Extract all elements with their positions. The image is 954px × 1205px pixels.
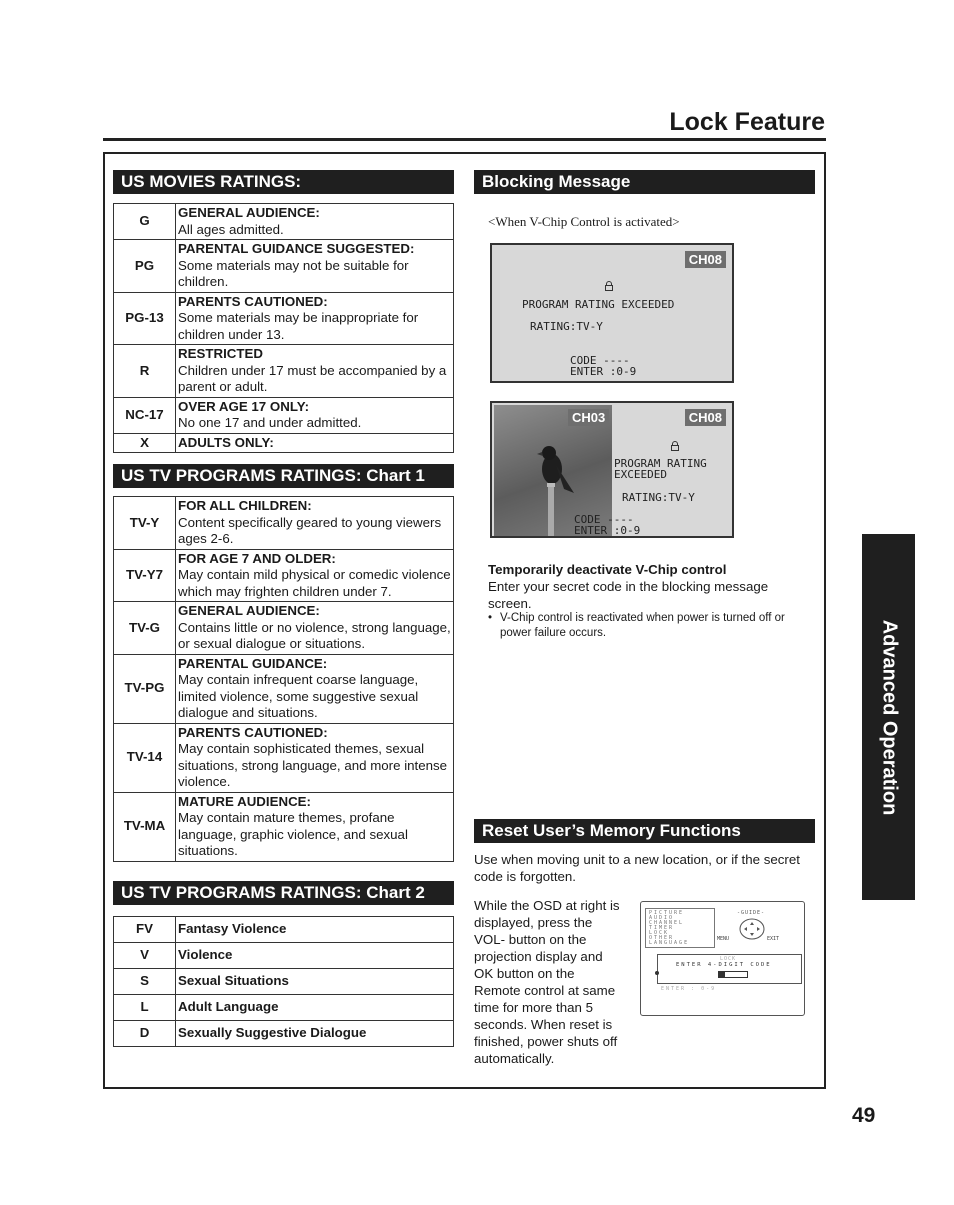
tv2-table [113,916,454,1047]
pip-channel-badge: CH03 [568,409,609,426]
rating-code: V [114,943,176,969]
osd-menu-box [645,908,715,948]
osd-code: CODE ---- [574,513,634,526]
table-row [114,943,454,969]
rating-code: TV-Y7 [114,549,176,602]
rating-code: TV-Y [114,497,176,550]
osd-exit-label: EXIT [767,936,780,942]
table-row [114,654,454,723]
reset-intro: Use when moving unit to a new location, or if the secret code is forgotten. [474,852,800,884]
reset-osd [640,901,805,1016]
osd-message-2: EXCEEDED [614,468,667,481]
rating-description-cell [176,792,454,861]
osd-menu-label: MENU [717,936,730,942]
table-row [114,497,454,550]
rating-description-cell [176,204,454,240]
rating-label: Violence [176,943,454,969]
rating-label: Fantasy Violence [176,917,454,943]
table-row [114,549,454,602]
osd-guide: -GUIDE- [737,910,766,916]
osd-enter: ENTER :0-9 [574,524,641,537]
table-row [114,433,454,453]
osd-message: PROGRAM RATING EXCEEDED [522,298,675,311]
rating-code: TV-G [114,602,176,655]
page-title: Lock Feature [669,108,825,136]
deactivate-text: Enter your secret code in the blocking message screen. [488,579,769,611]
table-row [114,397,454,433]
rating-title: MATURE AUDIENCE: [178,793,311,809]
table-row [114,1021,454,1047]
table-row [114,602,454,655]
title-divider [103,138,826,141]
rating-description: May contain mild physical or comedic violence which may frighten children under 7. [178,567,451,599]
table-row [114,204,454,240]
rating-description-cell [176,240,454,293]
osd-rating: RATING:TV-Y [622,491,695,504]
rating-description-cell [176,723,454,792]
osd-code-field [718,971,748,978]
osd-enter: ENTER : 0-9 [661,986,717,992]
rating-title: GENERAL AUDIENCE: [178,205,320,220]
rating-code: D [114,1021,176,1047]
rating-label: Adult Language [176,995,454,1021]
bullet-marker: • [488,612,493,624]
rating-description: No one 17 and under admitted. [178,415,362,430]
table-row [114,240,454,293]
rating-code: FV [114,917,176,943]
osd-rating: RATING:TV-Y [530,320,603,333]
table-row [114,969,454,995]
deactivate-title: Temporarily deactivate V-Chip control [488,562,727,577]
osd-lock-label: LOCK [720,956,737,962]
rating-label: Sexually Suggestive Dialogue [176,1021,454,1047]
rating-description: May contain mature themes, profane language, graphic violence, and sexual situations. [178,810,408,858]
rating-description: May contain infrequent coarse language, limited violence, some suggestive sexual dialogue and situations. [178,672,419,720]
rating-title: GENERAL AUDIENCE: [178,603,320,618]
osd-enter: ENTER :0-9 [570,365,637,378]
table-row [114,723,454,792]
table-row [114,792,454,861]
reactivation-note: V-Chip control is reactivated when power is turned off or power failure occurs. [500,612,785,639]
pip-blocking-screen [490,401,734,538]
rating-code: R [114,345,176,398]
rating-description-cell [176,602,454,655]
rating-title: PARENTAL GUIDANCE: [178,655,328,671]
rating-code: TV-14 [114,723,176,792]
tv1-table [113,496,454,862]
movies-header: US MOVIES RATINGS: [113,170,454,194]
rating-description: Some materials may be inappropriate for children under 13. [178,310,419,342]
rating-description-cell [176,345,454,398]
vchip-note: <When V-Chip Control is activated> [488,214,680,229]
rating-description: All ages admitted. [178,221,284,237]
blocking-screen [490,243,734,383]
rating-code: G [114,204,176,240]
rating-label: Sexual Situations [176,969,454,995]
rating-title: ADULTS ONLY: [178,434,274,450]
rating-title: FOR ALL CHILDREN: [178,498,312,513]
osd-code: CODE ---- [570,354,630,367]
rating-title: PARENTS CAUTIONED: [178,724,328,740]
side-tab-label-wrap [862,534,915,900]
rating-description-cell [176,397,454,433]
table-row [114,995,454,1021]
page-number: 49 [852,1104,876,1127]
channel-badge: CH08 [685,251,726,268]
rating-description-cell [176,549,454,602]
osd-message: PROGRAM RATING [614,457,707,470]
rating-code: X [114,433,176,453]
osd-code-box [657,954,802,984]
rating-description: Children under 17 must be accompanied by a parent or adult. [178,362,447,394]
osd-prompt: ENTER 4-DIGIT CODE [676,962,772,968]
osd-cursor [655,971,659,975]
rating-description: Content specifically geared to young viewers ages 2-6. [178,514,442,546]
rating-title: PARENTS CAUTIONED: [178,293,328,309]
reset-instructions: While the OSD at right is displayed, press the VOL- button on the projection display and OK button on the Remote control at same time for more than 5 seconds. When reset is finished, power shuts off automatically. [474,898,620,1066]
rating-description: May contain sophisticated themes, sexual situations, strong language, and more intense violence. [178,741,448,789]
rating-code: TV-MA [114,792,176,861]
lock-icon [604,281,614,291]
rating-title: OVER AGE 17 ONLY: [178,398,310,414]
rating-code: TV-PG [114,654,176,723]
rating-description-cell [176,497,454,550]
blocking-header: Blocking Message [474,170,815,194]
lock-icon [670,441,680,451]
osd-menu-list: PICTURE AUDIO CHANNEL TIMER LOCK OTHER LANGUAGE [649,910,690,946]
rating-description: Contains little or no violence, strong language, or sexual dialogue or situations. [178,619,451,651]
rating-code: NC-17 [114,397,176,433]
table-row [114,292,454,345]
rating-description-cell [176,292,454,345]
rating-description: Some materials may not be suitable for children. [178,257,409,289]
side-tab-label: Advanced Operation [878,619,901,815]
rating-code: S [114,969,176,995]
rating-code: PG [114,240,176,293]
rating-description-cell [176,433,454,453]
rating-code: PG-13 [114,292,176,345]
movies-table [113,203,454,453]
channel-badge: CH08 [685,409,726,426]
tv1-header: US TV PROGRAMS RATINGS: Chart 1 [113,464,454,488]
rating-title: RESTRICTED [178,346,263,361]
rating-code: L [114,995,176,1021]
table-row [114,345,454,398]
tv2-header: US TV PROGRAMS RATINGS: Chart 2 [113,881,454,905]
rating-description-cell [176,654,454,723]
table-row [114,917,454,943]
dpad-icon [739,918,765,940]
rating-title: PARENTAL GUIDANCE SUGGESTED: [178,241,415,256]
rating-title: FOR AGE 7 AND OLDER: [178,550,336,566]
reset-header: Reset User’s Memory Functions [474,819,815,843]
